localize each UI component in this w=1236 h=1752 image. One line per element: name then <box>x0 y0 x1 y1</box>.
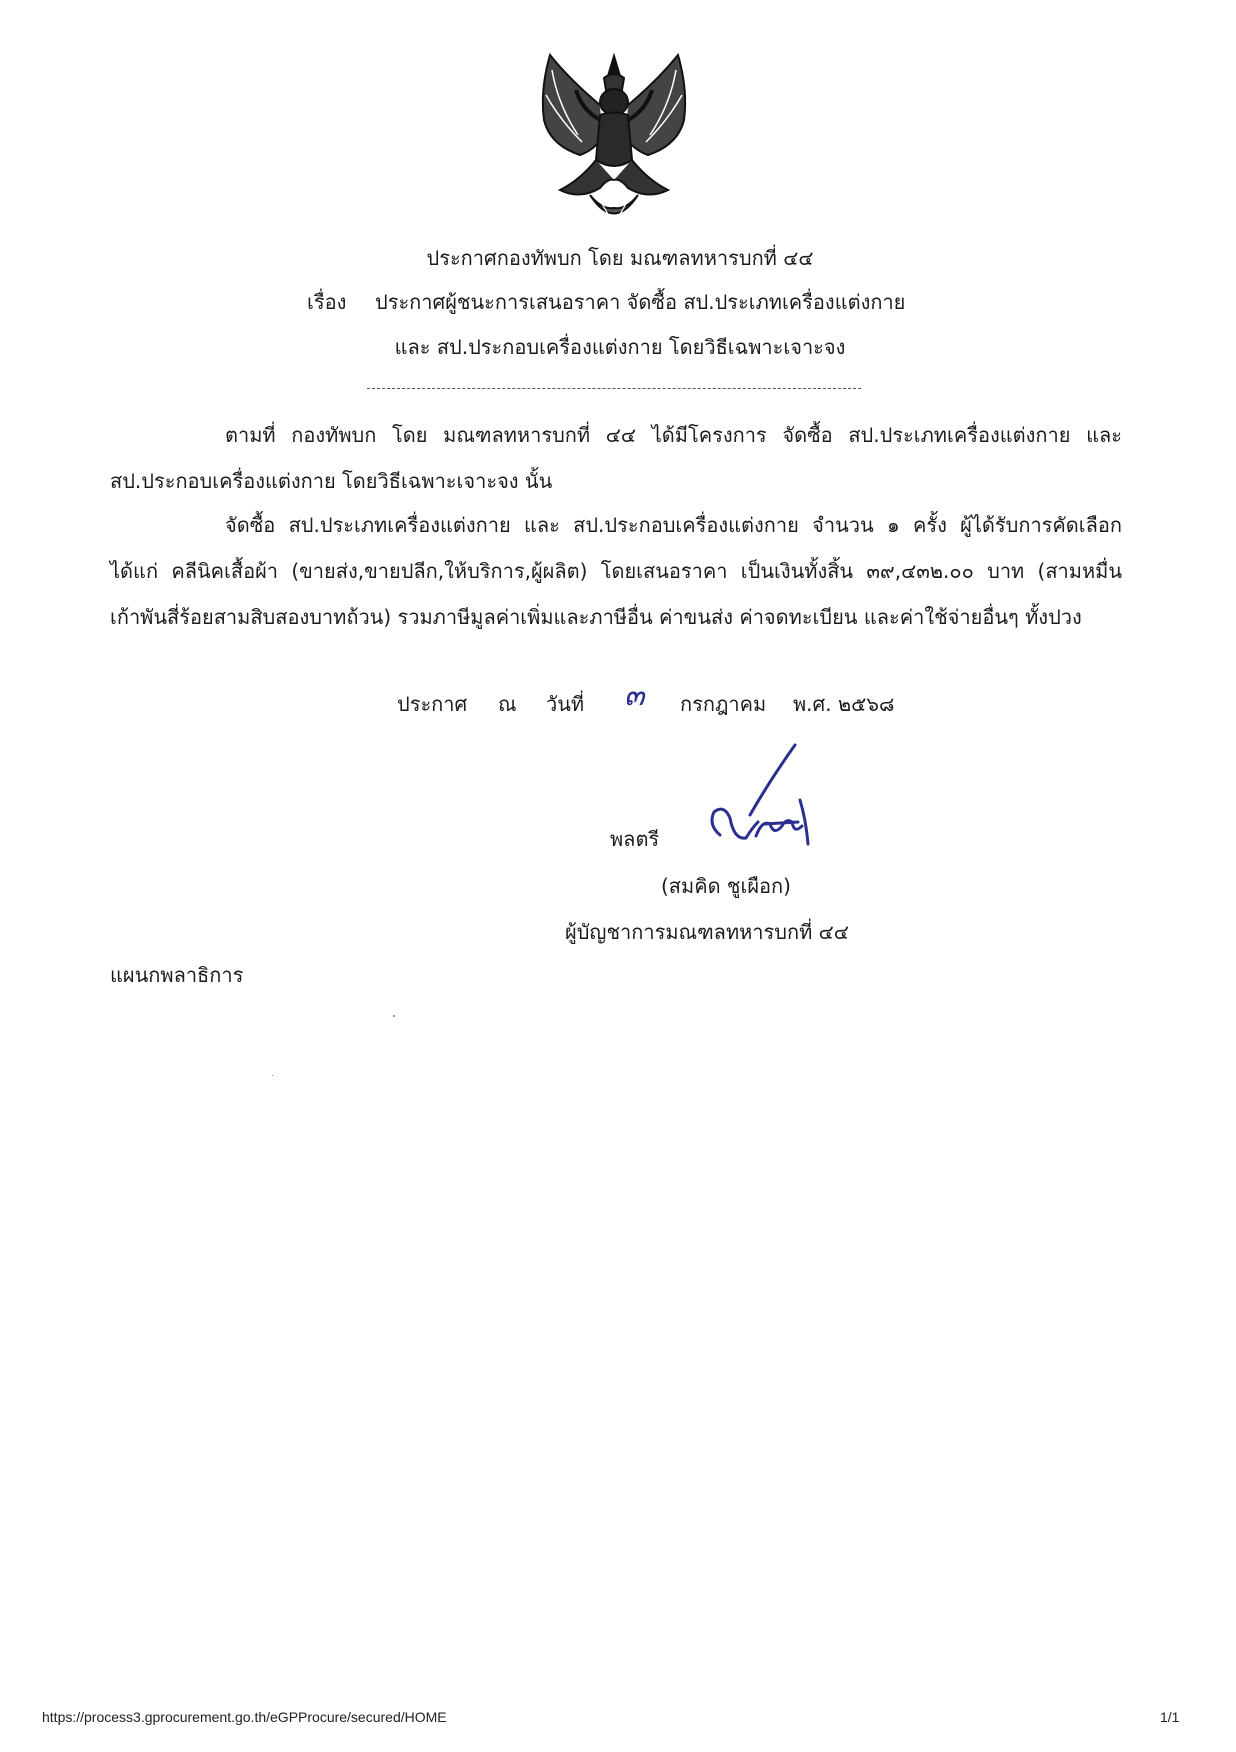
body-text-line: สป.ประกอบเครื่องแต่งกาย โดยวิธีเฉพาะเจาะจง นั้น <box>110 469 553 493</box>
year-text: พ.ศ. ๒๕๖๘ <box>793 692 895 716</box>
heading-divider <box>367 388 861 389</box>
rank-label: พลตรี <box>610 827 660 851</box>
subject-label: เรื่อง <box>307 290 347 314</box>
footer-url: https://process3.gprocurement.go.th/eGPProcure/secured/HOME <box>42 1709 447 1725</box>
day-label: วันที่ <box>546 692 585 716</box>
at-label: ณ <box>498 692 517 716</box>
month-text: กรกฎาคม <box>680 692 767 716</box>
signer-position: ผู้บัญชาการมณฑลทหารบกที่ ๔๔ <box>565 920 849 944</box>
scan-speck <box>272 1075 273 1076</box>
garuda-emblem <box>530 50 698 232</box>
subject-line-2: และ สป.ประกอบเครื่องแต่งกาย โดยวิธีเฉพาะเจาะจง <box>394 335 846 359</box>
body-paragraph-2 <box>110 502 1122 640</box>
subject-line-1: ประกาศผู้ชนะการเสนอราคา จัดซื้อ สป.ประเภทเครื่องแต่งกาย <box>375 290 906 314</box>
body-text-line: ได้แก่ คลีนิคเสื้อผ้า (ขายส่ง,ขายปลีก,ให้บริการ,ผู้ผลิต) โดยเสนอราคา เป็นเงินทั้งสิ้น ๓๙,๔๓๒.๐๐ บาท (สามหมื่น <box>110 559 1122 583</box>
body-paragraph-1 <box>110 412 1122 504</box>
signer-name: (สมคิด ชูเผือก) <box>661 874 791 898</box>
scan-speck <box>393 1015 395 1017</box>
department-label: แผนกพลาธิการ <box>110 963 244 987</box>
handwritten-signature <box>690 740 830 860</box>
issuer-line: ประกาศกองทัพบก โดย มณฑลทหารบกที่ ๔๔ <box>426 246 814 270</box>
body-text-line: ตามที่ กองทัพบก โดย มณฑลทหารบกที่ ๔๔ ได้มีโครงการ จัดซื้อ สป.ประเภทเครื่องแต่งกาย และ <box>225 423 1122 447</box>
handwritten-day: ๓ <box>624 678 645 713</box>
body-text-line: จัดซื้อ สป.ประเภทเครื่องแต่งกาย และ สป.ประกอบเครื่องแต่งกาย จำนวน ๑ ครั้ง ผู้ได้รับการคัดเลือก <box>225 513 1122 537</box>
announced-label: ประกาศ <box>397 692 468 716</box>
body-text-line: เก้าพันสี่ร้อยสามสิบสองบาทถ้วน) รวมภาษีมูลค่าเพิ่มและภาษีอื่น ค่าขนส่ง ค่าจดทะเบียน และค่าใช้จ่ายอื่นๆ ทั้งปวง <box>110 605 1082 629</box>
footer-page-number: 1/1 <box>1160 1709 1180 1725</box>
